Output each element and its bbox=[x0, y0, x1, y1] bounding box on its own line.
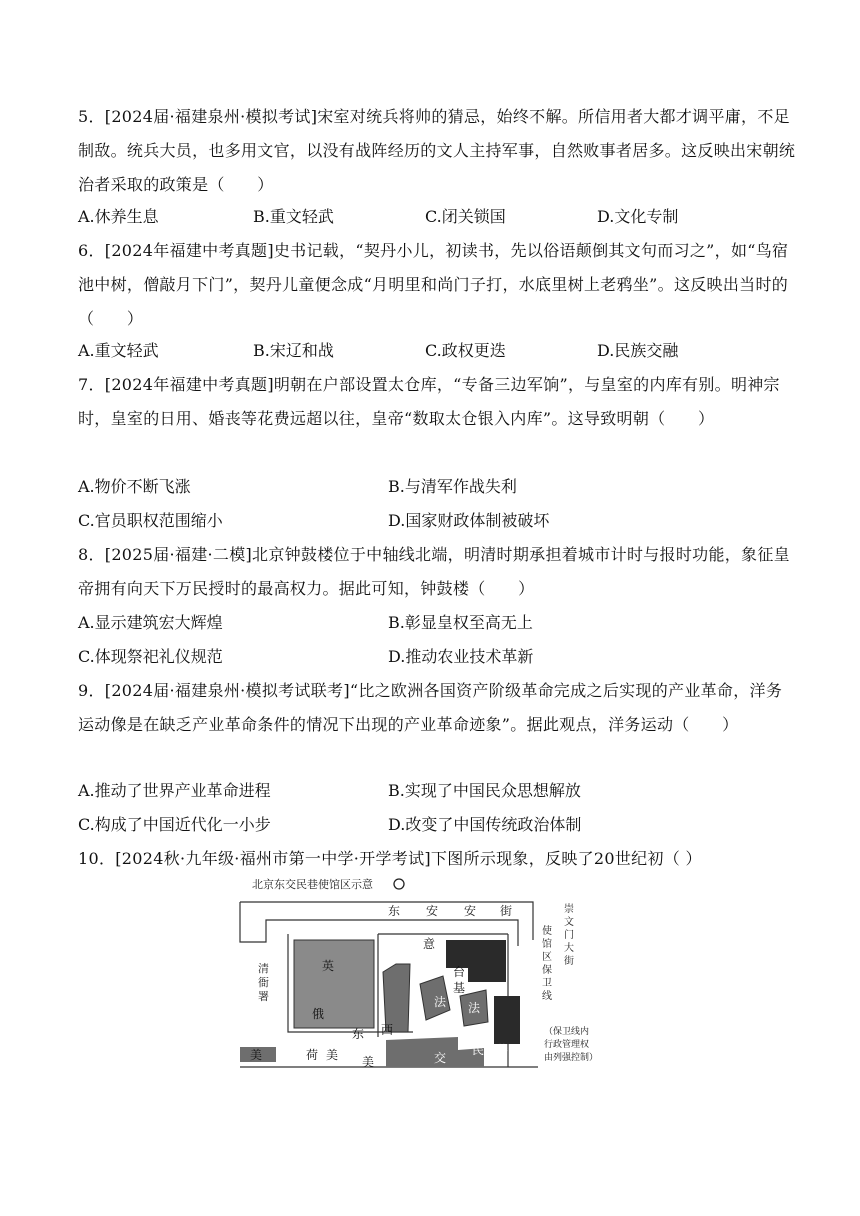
label-mei-3: 美 bbox=[362, 1055, 375, 1069]
label-yi: 意 bbox=[423, 937, 436, 951]
zone-char: 使 bbox=[542, 926, 552, 937]
zone-char: 卫 bbox=[542, 978, 552, 989]
option-d[interactable]: D.文化专制 bbox=[597, 207, 679, 226]
option-a[interactable]: A.推动了世界产业革命进程 bbox=[78, 781, 271, 800]
street-top-label bbox=[388, 903, 512, 918]
question-5-stem: 5．[2024届·福建泉州·模拟考试]宋室对统兵将帅的猜忌，始终不解。所信用者大都才调平庸，不足制敌。统兵大员，也多用文官，以没有战阵经历的文人主持军事，自然败事者居多。这反映出宋朝统治者采取的政策是（ ） bbox=[78, 107, 796, 194]
map-note bbox=[544, 1025, 598, 1063]
option-b[interactable]: B.宋辽和战 bbox=[253, 341, 334, 360]
label-he: 荷 bbox=[306, 1048, 319, 1062]
label-min: 民 bbox=[472, 1043, 485, 1057]
left-char: 署 bbox=[258, 990, 269, 1003]
question-9-stem: 9．[2024届·福建泉州·模拟考试联考]“比之欧洲各国资产阶级革命完成之后实现的产业革命，洋务运动像是在缺乏产业革命条件的情况下出现的产业革命迹象”。据此观点，洋务运动（ ） bbox=[78, 681, 783, 734]
right-char: 街 bbox=[564, 956, 574, 967]
option-b[interactable]: B.实现了中国民众思想解放 bbox=[388, 781, 581, 800]
question-9-options-row2 bbox=[78, 808, 798, 842]
note-line: （保卫线内 bbox=[544, 1027, 590, 1037]
street-char: 东 bbox=[388, 904, 401, 918]
circle-icon bbox=[394, 879, 404, 889]
right-char: 崇 bbox=[564, 904, 574, 915]
note-line: 由列强控制） bbox=[544, 1053, 599, 1063]
zone-char: 馆 bbox=[542, 939, 552, 950]
question-8-stem: 8．[2025届·福建·二模]北京钟鼓楼位于中轴线北端，明清时期承担着城市计时与报时功能，象征皇帝拥有向天下万民授时的最高权力。据此可知，钟鼓楼（ ） bbox=[78, 545, 790, 598]
label-jiao: 交 bbox=[434, 1051, 447, 1065]
option-c[interactable]: C.构成了中国近代化一小步 bbox=[78, 815, 271, 834]
option-c[interactable]: C.闭关锁国 bbox=[425, 207, 506, 226]
legation-quarter-map bbox=[238, 872, 623, 1072]
option-c[interactable]: C.体现祭祀礼仪规范 bbox=[78, 647, 223, 666]
label-xiang: 巷 bbox=[496, 1043, 509, 1057]
zone-char: 区 bbox=[542, 952, 552, 963]
label-ji: 基 bbox=[453, 981, 466, 995]
option-d[interactable]: D.民族交融 bbox=[597, 341, 679, 360]
right-street-label bbox=[564, 902, 574, 967]
option-c[interactable]: C.官员职权范围缩小 bbox=[78, 511, 223, 530]
option-c[interactable]: C.政权更迭 bbox=[425, 341, 506, 360]
question-6-options bbox=[78, 334, 798, 368]
question-5-options bbox=[78, 200, 798, 234]
left-char: 清 bbox=[258, 962, 269, 975]
question-7-stem: 7．[2024年福建中考真题]明朝在户部设置太仓库，“专备三边军饷”，与皇室的内库有别。明神宗时，皇室的日用、婚丧等花费远超以往，皇帝“数取太仓银入内库”。这导致明朝（ ） bbox=[78, 375, 780, 428]
option-d[interactable]: D.改变了中国传统政治体制 bbox=[388, 815, 582, 834]
option-a[interactable]: A.显示建筑宏大辉煌 bbox=[78, 613, 223, 632]
option-b[interactable]: B.重文轻武 bbox=[253, 207, 334, 226]
note-line: 行政管理权 bbox=[544, 1040, 590, 1050]
left-label bbox=[258, 961, 269, 1003]
question-7-options-row1 bbox=[78, 470, 798, 504]
right-char: 文 bbox=[564, 917, 574, 928]
label-xi: 西 bbox=[381, 1023, 394, 1037]
question-8-options-row1 bbox=[78, 606, 798, 640]
label-ying: 英 bbox=[322, 959, 335, 973]
option-a[interactable]: A.重文轻武 bbox=[78, 341, 159, 360]
label-dong: 东 bbox=[352, 1027, 365, 1041]
right-char: 大 bbox=[564, 943, 574, 954]
right-char: 门 bbox=[564, 930, 574, 941]
option-d[interactable]: D.推动农业技术革新 bbox=[388, 647, 534, 666]
dark-block-right bbox=[494, 996, 520, 1044]
option-a[interactable]: A.休养生息 bbox=[78, 207, 159, 226]
option-a[interactable]: A.物价不断飞涨 bbox=[78, 477, 191, 496]
option-d[interactable]: D.国家财政体制被破坏 bbox=[388, 511, 550, 530]
question-8-options-row2 bbox=[78, 640, 798, 674]
question-10-stem: 10．[2024秋·九年级·福州市第一中学·开学考试]下图所示现象，反映了20世纪初（ ） bbox=[78, 849, 702, 868]
street-char: 街 bbox=[500, 904, 513, 918]
label-e: 俄 bbox=[312, 1007, 325, 1021]
right-zone-label bbox=[542, 924, 552, 1002]
option-b[interactable]: B.彰显皇权至高无上 bbox=[388, 613, 533, 632]
option-b[interactable]: B.与清军作战失利 bbox=[388, 477, 517, 496]
label-mei-1: 美 bbox=[250, 1048, 263, 1062]
map-title: 北京东交民巷使馆区示意 bbox=[252, 878, 373, 891]
zone-char: 保 bbox=[542, 965, 552, 976]
left-char: 衙 bbox=[258, 976, 269, 989]
label-fa-1: 法 bbox=[434, 995, 447, 1009]
label-tai: 台 bbox=[453, 965, 466, 979]
label-mei-2: 美 bbox=[326, 1048, 339, 1062]
zone-char: 线 bbox=[542, 991, 552, 1002]
question-6-stem: 6．[2024年福建中考真题]史书记载，“契丹小儿，初读书，先以俗语颠倒其文句而习之”，如“鸟宿池中树，僧敲月下门”，契丹儿童便念成“月明里和尚门子打，水底里树上老鸦坐”。这反映出当时的（ ） bbox=[78, 241, 789, 328]
street-char: 安 bbox=[426, 904, 439, 918]
british-legation bbox=[294, 940, 374, 1028]
italian-building bbox=[383, 964, 410, 1032]
question-7-options-row2 bbox=[78, 504, 798, 538]
label-fa-2: 法 bbox=[468, 1001, 481, 1015]
question-9-options-row1 bbox=[78, 774, 798, 808]
street-char: 安 bbox=[464, 904, 477, 918]
